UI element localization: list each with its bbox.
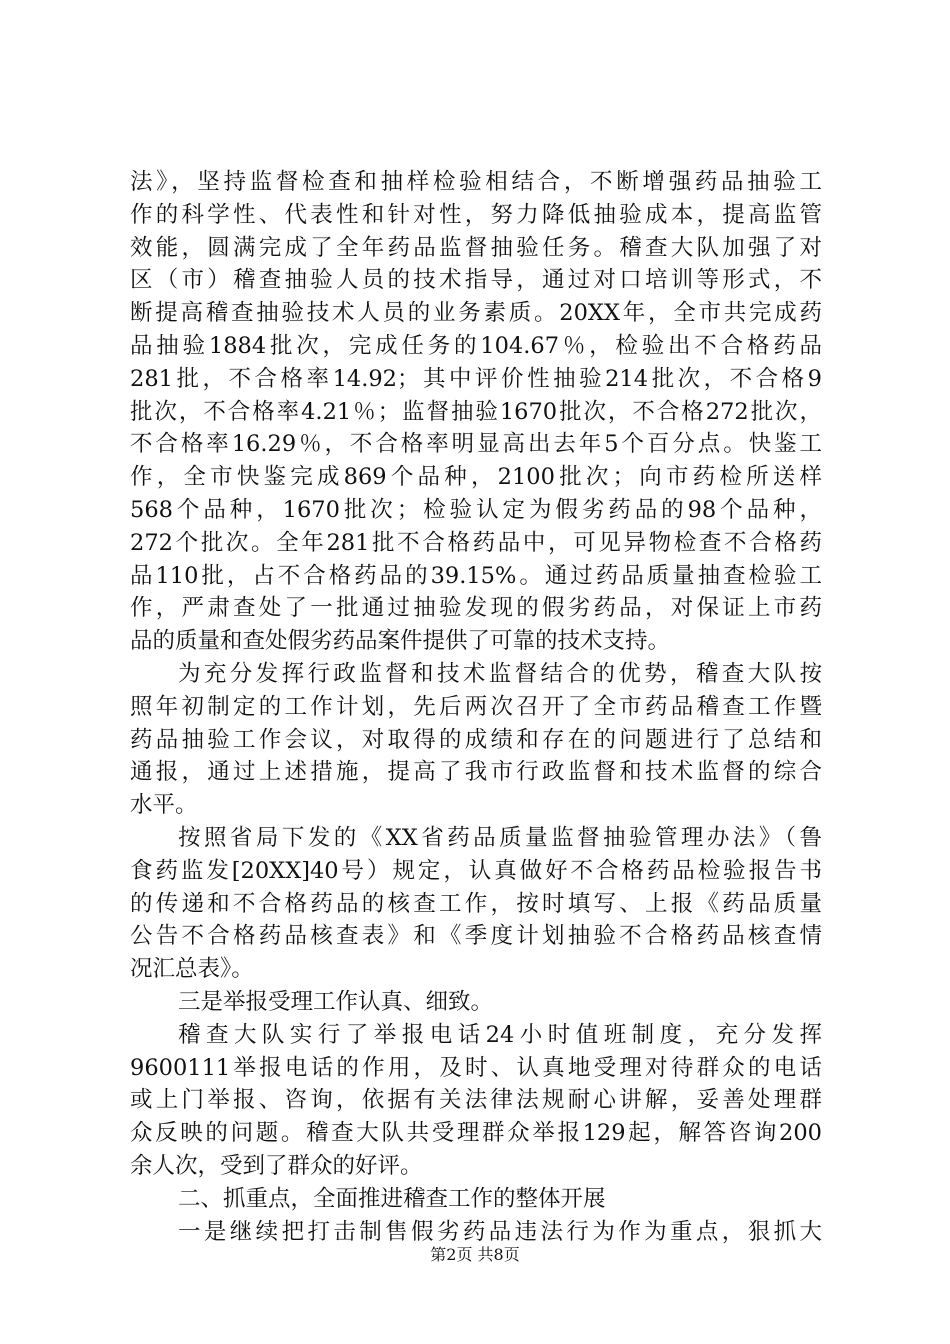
text-line: 余人次，受到了群众的好评。: [130, 1152, 423, 1179]
text-line: 568个品种，1670批次；检验认定为假劣药品的98个品种，: [130, 496, 822, 523]
text-line: 281批，不合格率14.92；其中评价性抽验214批次，不合格9: [130, 365, 822, 392]
document-body: [130, 166, 822, 1248]
text-line: 品110批，占不合格药品的39.15%。通过药品质量抽查检验工: [130, 562, 822, 589]
text-line: 水平。: [130, 792, 198, 819]
text-line: 作，严肃查处了一批通过抽验发现的假劣药品，对保证上市药: [130, 595, 822, 622]
text-line: 药品抽验工作会议，对取得的成绩和存在的问题进行了总结和: [130, 726, 822, 753]
text-line: 二、抓重点，全面推进稽查工作的整体开展: [178, 1185, 606, 1212]
text-line: 批次，不合格率4.21％；监督抽验1670批次，不合格272批次，: [130, 398, 822, 425]
text-line: 稽查大队实行了举报电话24小时值班制度，充分发挥: [178, 1021, 822, 1048]
text-line: 法》，坚持监督检查和抽样检验相结合，不断增强药品抽验工: [130, 169, 822, 195]
text-line: 照年初制定的工作计划，先后两次召开了全市药品稽查工作暨: [130, 693, 822, 720]
text-line: 效能，圆满完成了全年药品监督抽验任务。稽查大队加强了对: [130, 234, 822, 261]
text-line: 众反映的问题。稽查大队共受理群众举报129起，解答咨询200: [130, 1120, 822, 1147]
text-line: 品的质量和查处假劣药品案件提供了可靠的技术支持。: [130, 628, 671, 655]
text-line: 断提高稽查抽验技术人员的业务素质。20XX年，全市共完成药: [130, 300, 822, 327]
text-line: 一是继续把打击制售假劣药品违法行为作为重点，狠抓大: [178, 1218, 822, 1245]
text-line: 9600111举报电话的作用，及时、认真地受理对待群众的电话: [130, 1054, 822, 1081]
text-line: 272个批次。全年281批不合格药品中，可见异物检查不合格药: [130, 529, 822, 556]
text-line: 为充分发挥行政监督和技术监督结合的优势，稽查大队按: [178, 660, 822, 687]
text-line: 三是举报受理工作认真、细致。: [178, 988, 494, 1015]
text-line: 食药监发[20XX]40号）规定，认真做好不合格药品检验报告书: [130, 857, 822, 884]
text-line: 按照省局下发的《XX省药品质量监督抽验管理办法》（鲁: [178, 824, 822, 851]
text-line: 作的科学性、代表性和针对性，努力降低抽验成本，提高监管: [130, 201, 822, 228]
text-line: 品抽验1884批次，完成任务的104.67％，检验出不合格药品: [130, 332, 822, 359]
text-line: 况汇总表》。: [130, 956, 254, 983]
text-line: 通报，通过上述措施，提高了我市行政监督和技术监督的综合: [130, 759, 822, 786]
text-line: 公告不合格药品核查表》和《季度计划抽验不合格药品核查情: [130, 923, 822, 950]
text-line: 区（市）稽查抽验人员的技术指导，通过对口培训等形式，不: [130, 267, 822, 294]
page-footer: 第2页 共8页: [430, 1245, 520, 1264]
text-line: 的传递和不合格药品的核查工作，按时填写、上报《药品质量: [130, 890, 822, 917]
text-line: 不合格率16.29％，不合格率明显高出去年5个百分点。快鉴工: [130, 431, 822, 458]
text-line: 作，全市快鉴完成869个品种，2100批次；向市药检所送样: [130, 464, 822, 491]
text-line: 或上门举报、咨询，依据有关法律法规耐心讲解，妥善处理群: [130, 1087, 822, 1114]
